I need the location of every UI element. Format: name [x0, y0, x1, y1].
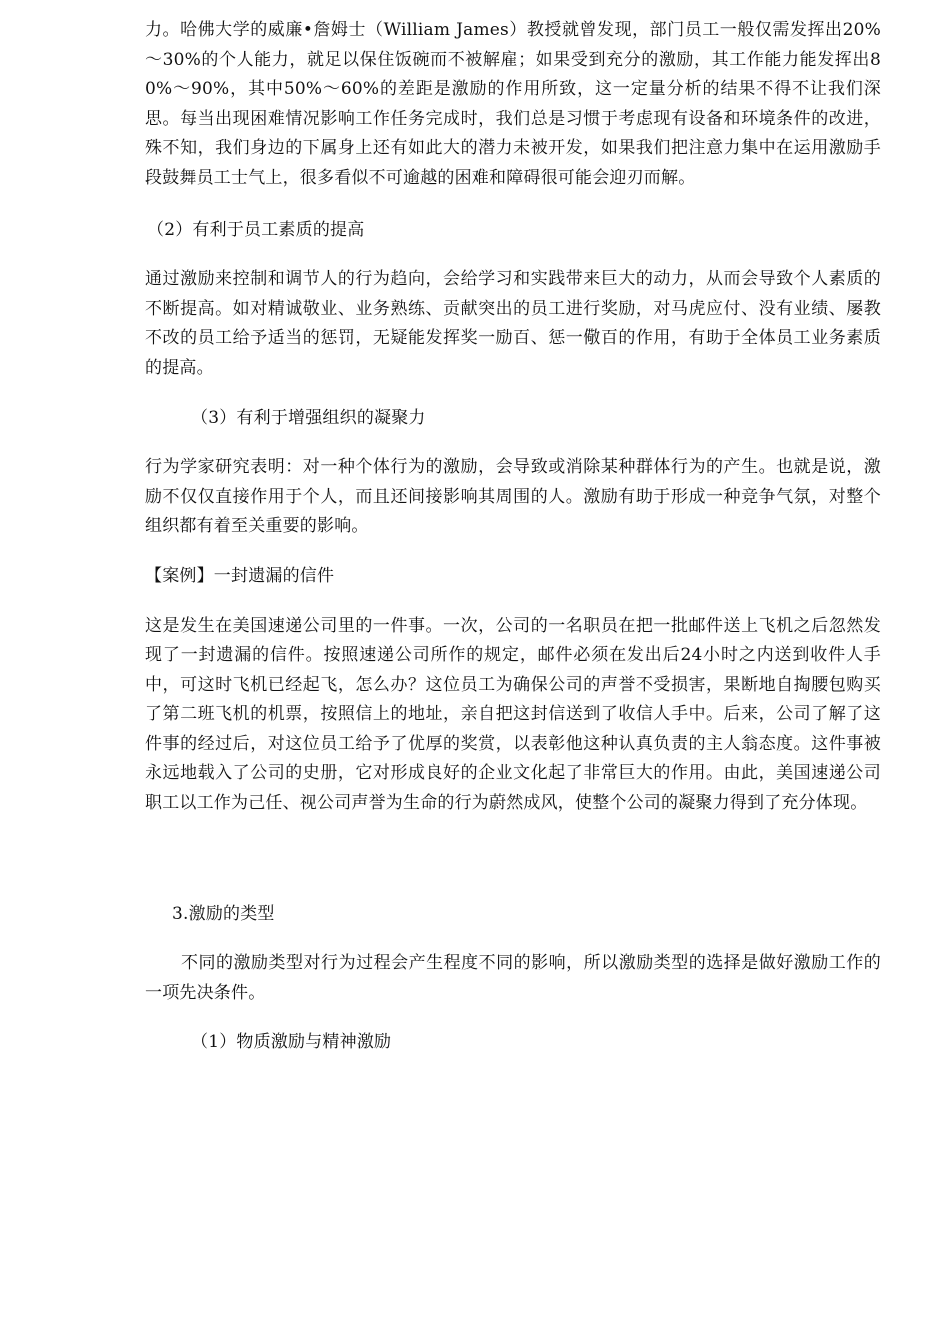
paragraph-potential: 力。哈佛大学的威廉•詹姆士（William James）教授就曾发现，部门员工一般仅需发挥出20%～30%的个人能力，就足以保住饭碗而不被解雇；如果受到充分的激励，其工作能力能发挥出80%～90%，其中50%～60%的差距是激励的作用所致，这一定量分析的结果不得不让我们深思。每当出现困难情况影响工作任务完成时，我们总是习惯于考虑现有设备和环境条件的改进，殊不知，我们身边的下属身上还有如此大的潜力未被开发，如果我们把注意力集中在运用激励手段鼓舞员工士气上，很多看似不可逾越的困难和障碍很可能会迎刃而解。 [145, 20, 881, 188]
section-heading-incentive-types: 3.激励的类型 [172, 903, 275, 924]
paragraph-case-story: 这是发生在美国速递公司里的一件事。一次，公司的一名职员在把一批邮件送上飞机之后忽然发现了一封遗漏的信件。按照速递公司所作的规定，邮件必须在发出后24小时之内送到收件人手中，可这时飞机已经起飞，怎么办？这位员工为确保公司的声誉不受损害，果断地自掏腰包购买了第二班飞机的机票，按照信上的地址，亲自把这封信送到了收信人手中。后来，公司了解了这件事的经过后，对这位员工给予了优厚的奖赏，以表彰他这种认真负责的主人翁态度。这件事被永远地载入了公司的史册，它对形成良好的企业文化起了非常巨大的作用。由此，美国速递公司职工以工作为己任、视公司声誉为生命的行为蔚然成风，使整个公司的凝聚力得到了充分体现。 [145, 615, 881, 814]
heading-employee-quality: （2）有利于员工素质的提高 [147, 219, 365, 240]
document-page [145, 16, 881, 1058]
heading-material-spiritual: （1）物质激励与精神激励 [191, 1032, 392, 1053]
paragraph-incentive-types: 不同的激励类型对行为过程会产生程度不同的影响，所以激励类型的选择是做好激励工作的一项先决条件。 [145, 953, 881, 1003]
case-title: 【案例】一封遗漏的信件 [145, 565, 335, 586]
heading-cohesion: （3）有利于增强组织的凝聚力 [191, 407, 426, 428]
paragraph-employee-quality: 通过激励来控制和调节人的行为趋向，会给学习和实践带来巨大的动力，从而会导致个人素质的不断提高。如对精诚敬业、业务熟练、贡献突出的员工进行奖励，对马虎应付、没有业绩、屡教不改的员工给予适当的惩罚，无疑能发挥奖一励百、惩一儆百的作用，有助于全体员工业务素质的提高。 [145, 269, 881, 378]
paragraph-cohesion: 行为学家研究表明：对一种个体行为的激励，会导致或消除某种群体行为的产生。也就是说，激励不仅仅直接作用于个人，而且还间接影响其周围的人。激励有助于形成一种竞争气氛，对整个组织都有着至关重要的影响。 [145, 457, 881, 537]
